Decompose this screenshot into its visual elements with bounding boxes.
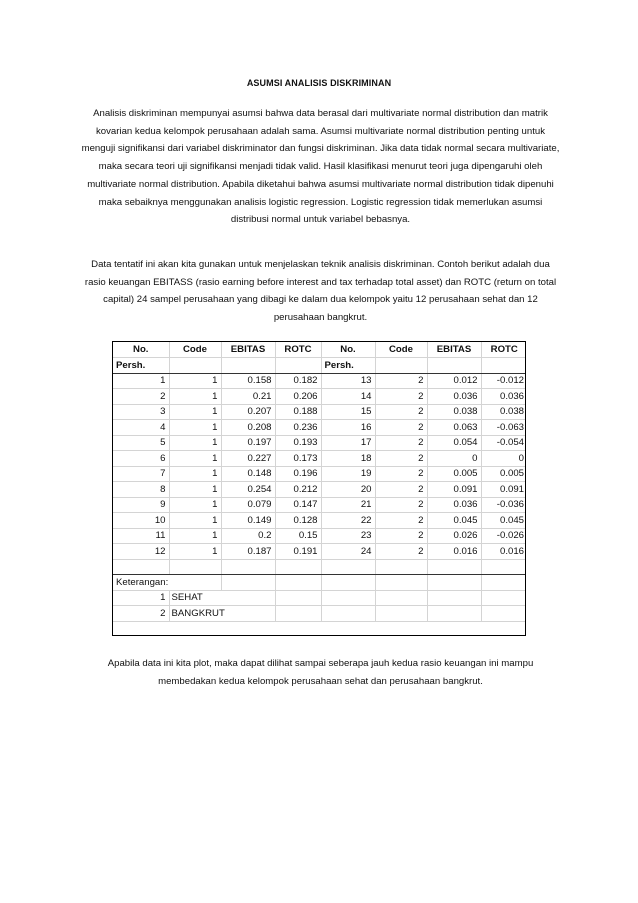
table-cell: 0.036	[427, 497, 481, 513]
empty-cell	[375, 606, 427, 622]
table-cell: 2	[375, 482, 427, 498]
table-cell: 6	[113, 451, 169, 467]
table-cell: 0.197	[221, 435, 275, 451]
table-cell: 1	[169, 513, 221, 529]
table-separator	[113, 559, 526, 575]
document-title: ASUMSI ANALISIS DISKRIMINAN	[246, 78, 392, 88]
spreadsheet-table	[112, 341, 526, 636]
table-cell: 0.026	[427, 528, 481, 544]
table-cell: 0.158	[221, 373, 275, 389]
table-row	[113, 513, 526, 529]
table-cell: 0.193	[275, 435, 321, 451]
table-cell: -0.012	[481, 373, 526, 389]
table-row	[113, 404, 526, 420]
table-cell: 0.182	[275, 373, 321, 389]
table-cell: 1	[113, 373, 169, 389]
table-cell: 0.091	[481, 482, 526, 498]
column-header-sub: Persh.	[321, 358, 375, 374]
table-row	[113, 528, 526, 544]
table-cell: 19	[321, 466, 375, 482]
table-cell: 0.054	[427, 435, 481, 451]
column-header-sub	[427, 358, 481, 374]
column-header: Code	[169, 342, 221, 358]
table-cell: 21	[321, 497, 375, 513]
table-cell: 22	[321, 513, 375, 529]
table-cell: 1	[169, 451, 221, 467]
table-cell: 0.045	[427, 513, 481, 529]
table-cell: 0.208	[221, 420, 275, 436]
table-cell: 1	[169, 528, 221, 544]
table-cell: 12	[113, 544, 169, 560]
empty-cell	[275, 559, 321, 575]
table-cell: 0.149	[221, 513, 275, 529]
table-row	[113, 373, 526, 389]
table-row	[113, 482, 526, 498]
table-cell: 20	[321, 482, 375, 498]
table-cell: 2	[375, 389, 427, 405]
empty-cell	[375, 590, 427, 606]
column-header: ROTC	[275, 342, 321, 358]
table-cell: 0	[427, 451, 481, 467]
table-cell: 1	[169, 482, 221, 498]
table-cell: 0.212	[275, 482, 321, 498]
column-header: EBITAS	[427, 342, 481, 358]
column-header: No.	[113, 342, 169, 358]
table-cell: 2	[375, 373, 427, 389]
table-cell: 0.012	[427, 373, 481, 389]
legend-label: SEHAT	[169, 590, 275, 606]
table-cell: 2	[375, 466, 427, 482]
table-cell: 13	[321, 373, 375, 389]
table-cell: 0	[481, 451, 526, 467]
column-header-sub	[221, 358, 275, 374]
paragraph-assumptions: Analisis diskriminan mempunyai asumsi bahwa data berasal dari multivariate normal distribution dan matrik kovarian kedua kelompok perusahaan adalah sama. Asumsi multivariate normal distribution penting untuk menguji signifikansi dari variabel diskriminator dan fungsi diskriminan. Jika data tidak normal secara multivariate, maka secara teori uji signifikansi menjadi tidak valid. Hasil klasifikasi menurut teori juga dipengaruhi oleh multivariate normal distribution. Apabila diketahui bahwa asumsi multivariate normal distribution tidak dipenuhi maka sebaiknya menggunakan analisis logistic regression. Logistic regression tidak memerlukan asumsi distribusi normal untuk variabel bebasnya.	[81, 108, 560, 226]
legend-label: BANGKRUT	[169, 606, 275, 622]
table-cell: 0.21	[221, 389, 275, 405]
table-row	[113, 466, 526, 482]
empty-cell	[427, 590, 481, 606]
table-cell: 0.016	[427, 544, 481, 560]
paragraph-tentative-data: Data tentatif ini akan kita gunakan untuk menjelaskan teknik analisis diskriminan. Contoh berikut adalah dua rasio keuangan EBITASS (rasio earning before interest and tax terhadap total asset) dan ROTC (return on total capital) 24 sampel perusahaan yang dibagi ke dalam dua kelompok yaitu 12 perusahaan sehat dan 12 perusahaan bangkrut.	[84, 259, 557, 324]
table-cell: 2	[375, 497, 427, 513]
table-cell: -0.054	[481, 435, 526, 451]
table-cell: 2	[375, 451, 427, 467]
table-cell: 2	[375, 544, 427, 560]
empty-cell	[375, 559, 427, 575]
legend-title-row	[113, 575, 526, 591]
table-cell: 0.063	[427, 420, 481, 436]
table-cell: 2	[375, 404, 427, 420]
empty-cell	[321, 590, 375, 606]
table-row	[113, 435, 526, 451]
legend-row	[113, 606, 526, 622]
table-cell: 0.148	[221, 466, 275, 482]
table-cell: -0.063	[481, 420, 526, 436]
table-cell: 0.188	[275, 404, 321, 420]
table-cell: 0.15	[275, 528, 321, 544]
empty-cell	[221, 575, 275, 591]
table-row	[113, 544, 526, 560]
legend-code: 1	[113, 590, 169, 606]
empty-cell	[427, 575, 481, 591]
table-cell: 7	[113, 466, 169, 482]
empty-cell	[275, 590, 321, 606]
table-cell: 4	[113, 420, 169, 436]
table-cell: 0.187	[221, 544, 275, 560]
table-cell: 9	[113, 497, 169, 513]
empty-cell	[113, 559, 169, 575]
table-cell: 3	[113, 404, 169, 420]
table-cell: 0.038	[427, 404, 481, 420]
column-header: Code	[375, 342, 427, 358]
table-header-row	[113, 342, 526, 358]
table-cell: 2	[113, 389, 169, 405]
legend-row	[113, 590, 526, 606]
empty-cell	[321, 575, 375, 591]
empty-cell	[481, 606, 526, 622]
table-cell: 5	[113, 435, 169, 451]
legend-title: Keterangan:	[113, 575, 221, 591]
data-table	[113, 342, 526, 622]
table-cell: 0.206	[275, 389, 321, 405]
table-row	[113, 389, 526, 405]
paragraph-conclusion: Apabila data ini kita plot, maka dapat dilihat sampai seberapa jauh kedua rasio keuangan ini mampu membedakan kedua kelompok perusahaan sehat dan perusahaan bangkrut.	[107, 658, 534, 687]
table-cell: 2	[375, 435, 427, 451]
table-cell: 0.128	[275, 513, 321, 529]
table-cell: 1	[169, 544, 221, 560]
table-cell: 0.236	[275, 420, 321, 436]
table-cell: 16	[321, 420, 375, 436]
column-header-sub	[375, 358, 427, 374]
empty-cell	[275, 606, 321, 622]
table-cell: -0.036	[481, 497, 526, 513]
table-cell: 17	[321, 435, 375, 451]
table-header-row-2	[113, 358, 526, 374]
table-row	[113, 497, 526, 513]
table-cell: 10	[113, 513, 169, 529]
column-header: ROTC	[481, 342, 526, 358]
column-header: No.	[321, 342, 375, 358]
table-cell: 0.036	[481, 389, 526, 405]
table-cell: 0.254	[221, 482, 275, 498]
table-cell: 0.036	[427, 389, 481, 405]
column-header-sub	[275, 358, 321, 374]
table-cell: 0.016	[481, 544, 526, 560]
table-cell: 0.005	[481, 466, 526, 482]
table-cell: 0.191	[275, 544, 321, 560]
table-cell: 0.2	[221, 528, 275, 544]
table-cell: 24	[321, 544, 375, 560]
table-cell: 23	[321, 528, 375, 544]
table-cell: 0.038	[481, 404, 526, 420]
empty-cell	[427, 559, 481, 575]
table-cell: 1	[169, 497, 221, 513]
table-cell: 1	[169, 435, 221, 451]
table-cell: 0.005	[427, 466, 481, 482]
table-cell: 0.091	[427, 482, 481, 498]
table-cell: 14	[321, 389, 375, 405]
table-cell: 2	[375, 513, 427, 529]
column-header-sub	[481, 358, 526, 374]
table-cell: -0.026	[481, 528, 526, 544]
column-header-sub: Persh.	[113, 358, 169, 374]
table-cell: 1	[169, 466, 221, 482]
table-cell: 15	[321, 404, 375, 420]
empty-cell	[481, 590, 526, 606]
column-header: EBITAS	[221, 342, 275, 358]
empty-cell	[275, 575, 321, 591]
table-cell: 11	[113, 528, 169, 544]
table-row	[113, 451, 526, 467]
empty-cell	[321, 606, 375, 622]
empty-cell	[481, 575, 526, 591]
table-cell: 0.196	[275, 466, 321, 482]
table-cell: 2	[375, 528, 427, 544]
table-cell: 1	[169, 420, 221, 436]
table-cell: 0.079	[221, 497, 275, 513]
table-cell: 8	[113, 482, 169, 498]
table-cell: 0.173	[275, 451, 321, 467]
table-cell: 1	[169, 389, 221, 405]
empty-cell	[221, 559, 275, 575]
empty-cell	[375, 575, 427, 591]
empty-cell	[321, 559, 375, 575]
table-cell: 1	[169, 404, 221, 420]
table-cell: 0.147	[275, 497, 321, 513]
table-cell: 0.045	[481, 513, 526, 529]
table-cell: 0.207	[221, 404, 275, 420]
empty-cell	[169, 559, 221, 575]
empty-cell	[481, 559, 526, 575]
legend-code: 2	[113, 606, 169, 622]
table-cell: 0.227	[221, 451, 275, 467]
empty-cell	[427, 606, 481, 622]
table-cell: 2	[375, 420, 427, 436]
table-row	[113, 420, 526, 436]
table-cell: 1	[169, 373, 221, 389]
table-cell: 18	[321, 451, 375, 467]
column-header-sub	[169, 358, 221, 374]
